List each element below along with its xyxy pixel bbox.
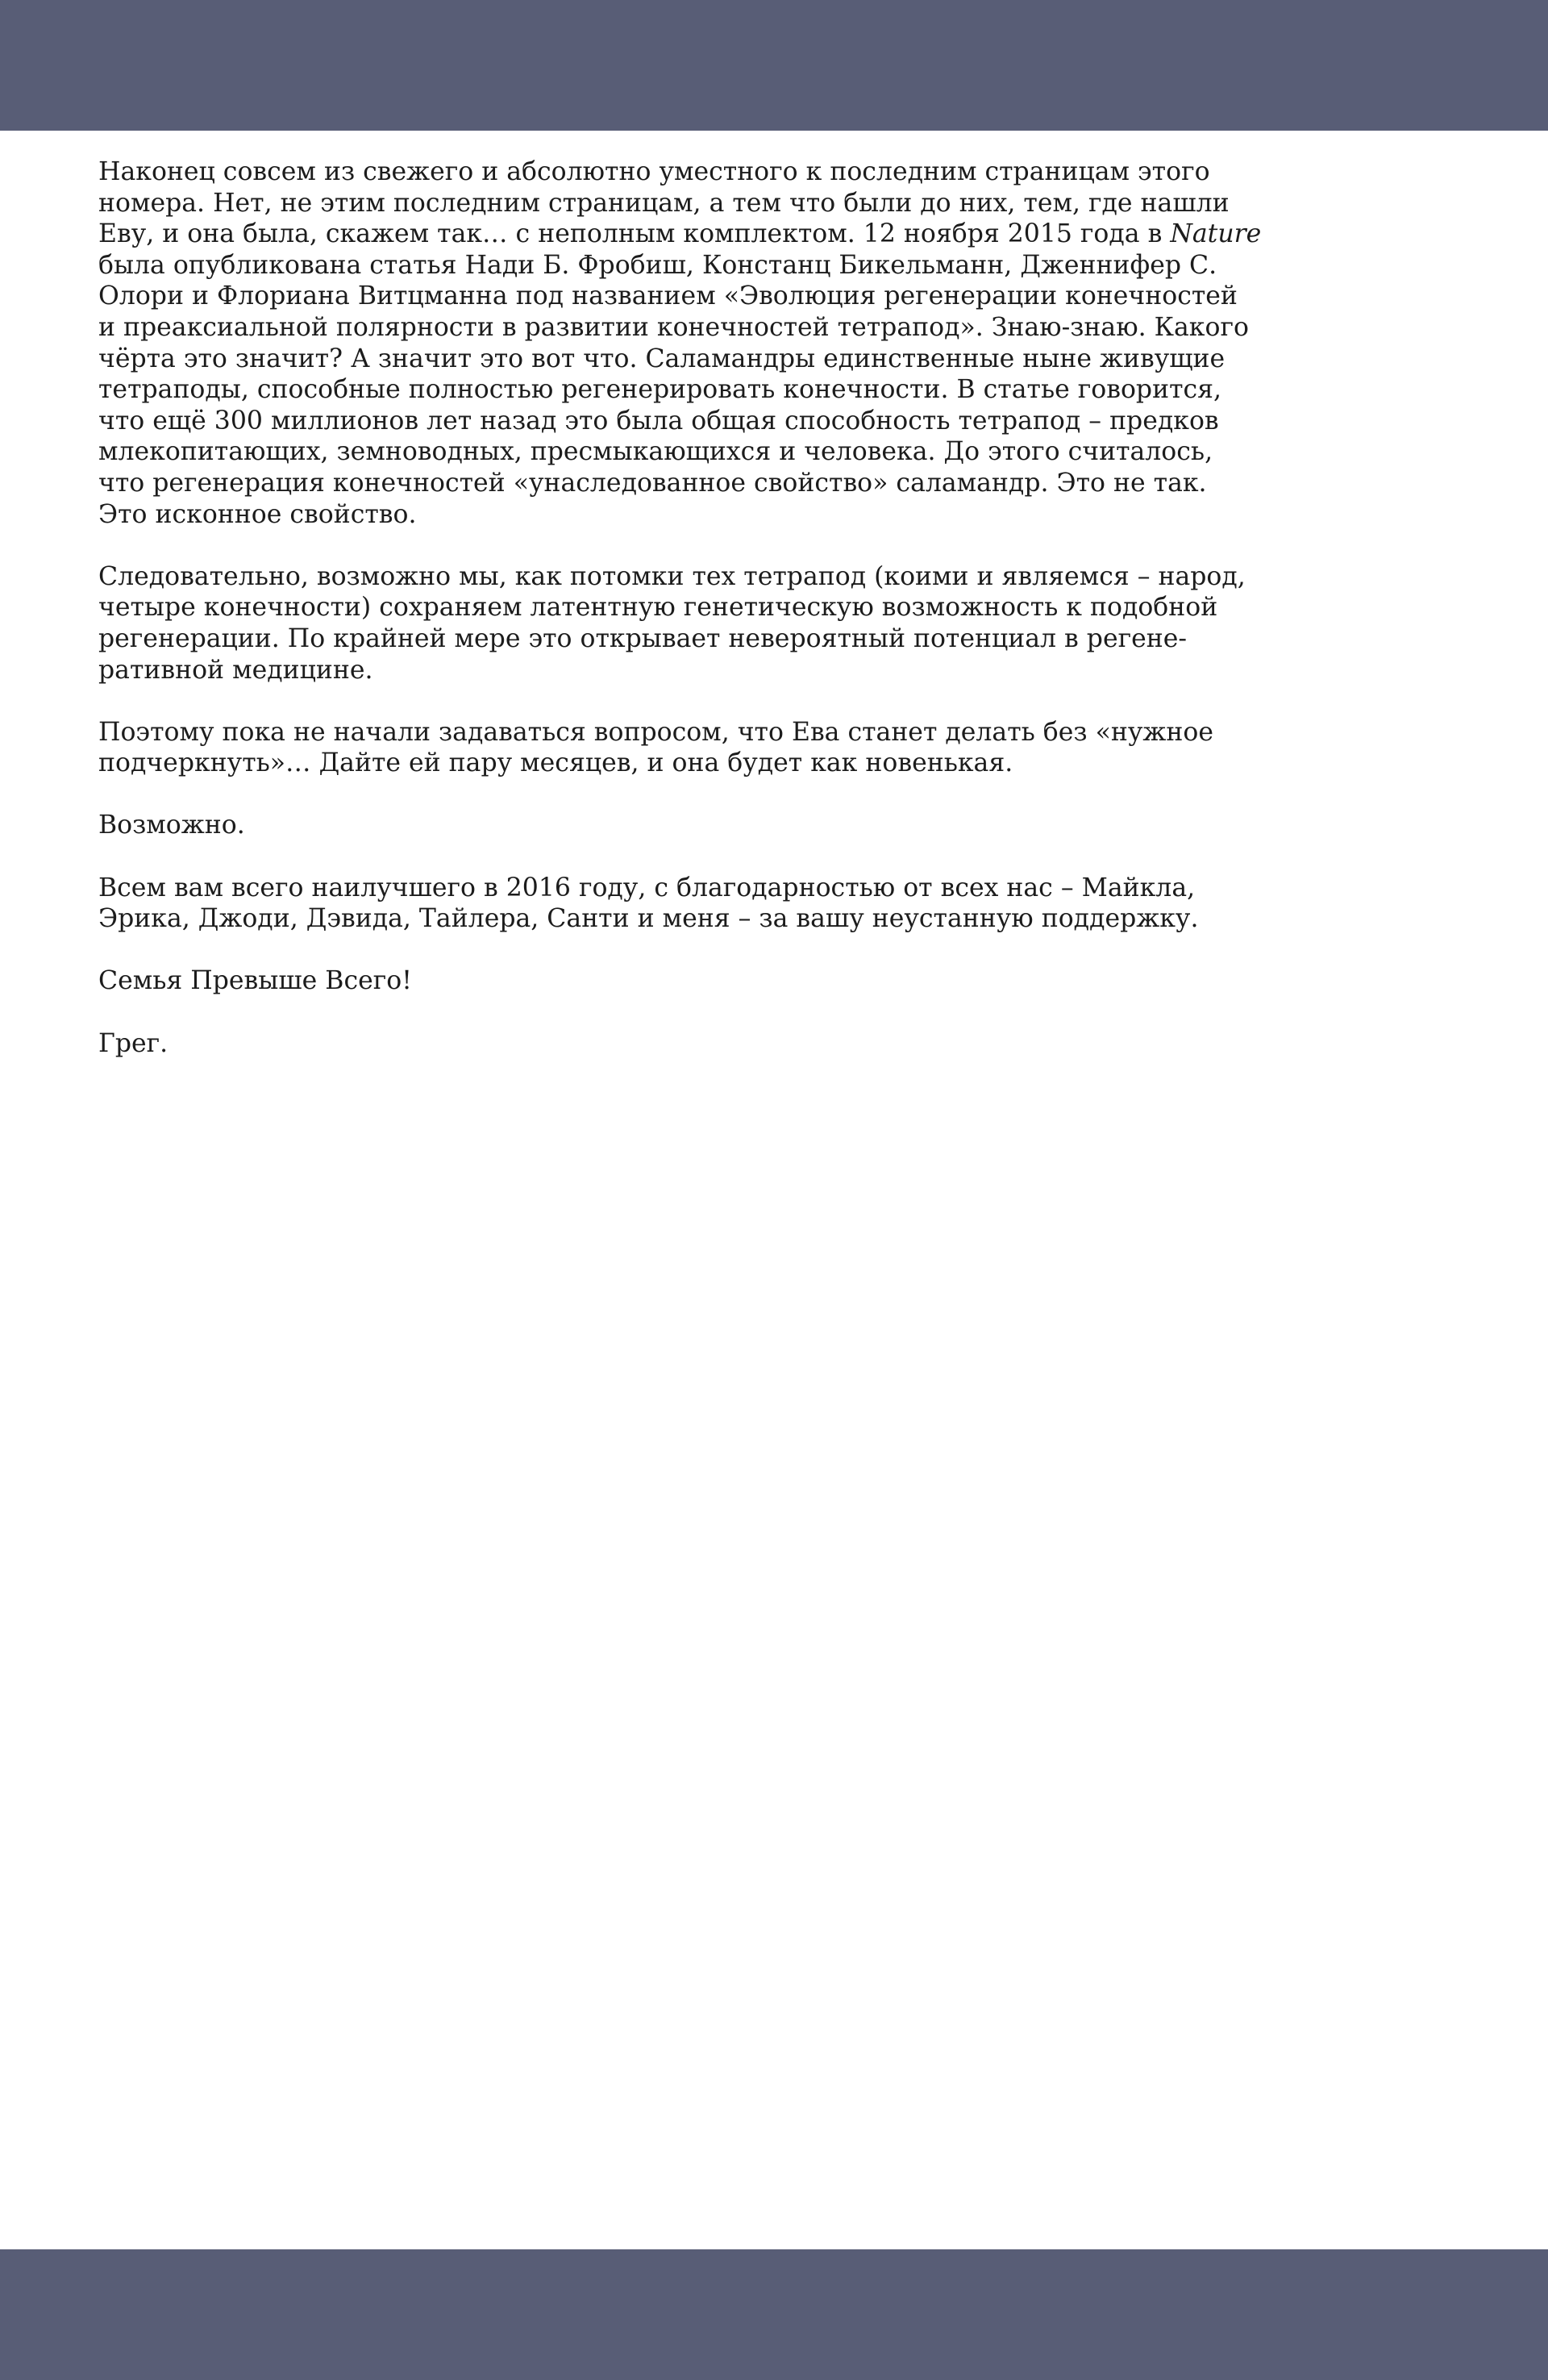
- text-line: тетраподы, способные полностью регенерировать конечности. В статье говорится,: [98, 375, 1222, 405]
- text-line: Семья Превыше Всего!: [98, 966, 412, 996]
- text-line: и преаксиальной полярности в развитии конечностей тетрапод». Знаю-знаю. Какого: [98, 312, 1249, 342]
- paragraph-maybe: [98, 810, 1211, 841]
- text-line: была опубликована статья Нади Б. Фробиш, Констанц Бикельманн, Дженнифер С.: [98, 250, 1217, 280]
- text-fragment: Еву, и она была, скажем так… с неполным комплектом. 12 ноября 2015 года в: [98, 219, 1171, 249]
- text-line: что регенерация конечностей «унаследованное свойство» саламандр. Это не так.: [98, 468, 1207, 498]
- text-line: подчеркнуть»… Дайте ей пару месяцев, и она будет как новенькая.: [98, 748, 1013, 778]
- text-line: четыре конечности) сохраняем латентную генетическую возможность к подобной: [98, 593, 1218, 623]
- paragraph-motto: [98, 965, 1211, 997]
- text-line: млекопитающих, земноводных, пресмыкающихся и человека. До этого считалось,: [98, 437, 1213, 467]
- text-line: Олори и Флориана Витцманна под названием «Эволюция регенерации конечностей: [98, 281, 1238, 311]
- text-line: регенерации. По крайней мере это открывает невероятный потенциал в регене-: [98, 623, 1188, 653]
- signature-text: Грег.: [98, 1028, 169, 1058]
- letter-body: [98, 156, 1262, 1090]
- text-line: Наконец совсем из свежего и абсолютно уместного к последним страницам этого: [98, 157, 1210, 186]
- text-line: чёрта это значит? А значит это вот что. Саламандры единственные ныне живущие: [98, 344, 1226, 373]
- text-line: [98, 219, 1262, 250]
- text-line: Поэтому пока не начали задаваться вопросом, что Ева станет делать без «нужное: [98, 717, 1213, 747]
- paragraph-thanks: [98, 873, 1211, 935]
- paragraph-nature-article: [98, 156, 1262, 530]
- text-line: Эрика, Джоди, Дэвида, Тайлера, Санти и меня – за вашу неустанную поддержку.: [98, 904, 1199, 934]
- signature: [98, 1028, 1211, 1060]
- paragraph-regeneration: [98, 561, 1246, 686]
- footer-band: [0, 2249, 1548, 2380]
- header-band: [0, 0, 1548, 131]
- text-line: что ещё 300 миллионов лет назад это была общая способность тетрапод – предков: [98, 406, 1219, 436]
- text-line: Возможно.: [98, 811, 245, 840]
- text-line: Это исконное свойство.: [98, 499, 417, 529]
- text-line: номера. Нет, не этим последним страницам, а тем что были до них, тем, где нашли: [98, 188, 1230, 218]
- journal-name: Nature: [1170, 219, 1262, 249]
- text-line: Всем вам всего наилучшего в 2016 году, с благодарностью от всех нас – Майкла,: [98, 873, 1196, 902]
- paragraph-eva: [98, 717, 1211, 779]
- text-line: ративной медицине.: [98, 655, 373, 685]
- text-line: Следовательно, возможно мы, как потомки тех тетрапод (коими и являемся – народ,: [98, 561, 1246, 591]
